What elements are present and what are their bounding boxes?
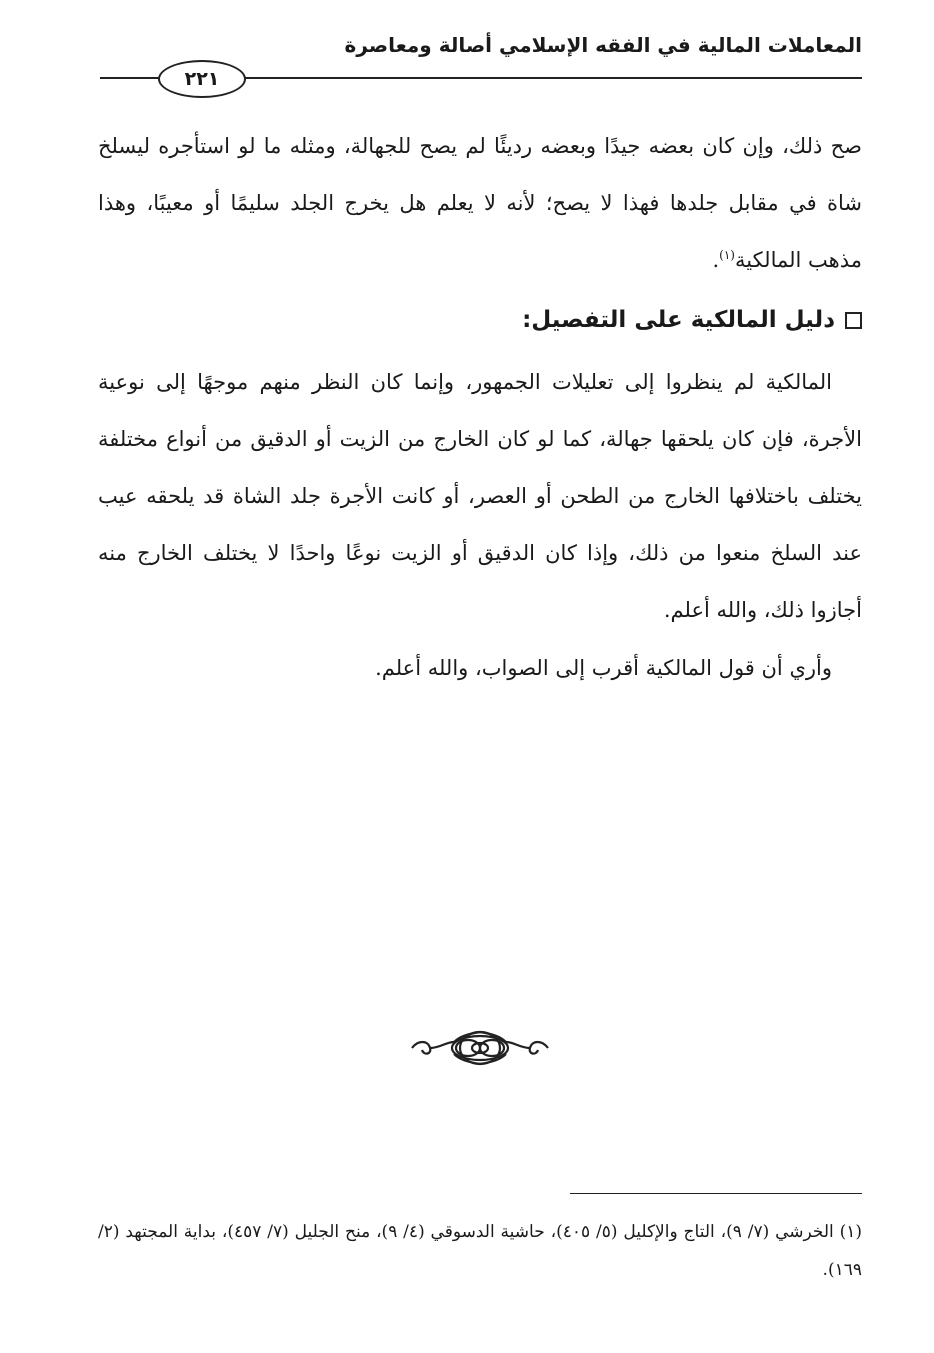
section-heading-text: دليل المالكية على التفصيل: (522, 307, 835, 333)
paragraph-1-end: . (712, 248, 720, 272)
footnote-separator (570, 1193, 862, 1194)
decorative-knot-ornament-icon (408, 1028, 552, 1068)
paragraph-3: وأري أن قول المالكية أقرب إلى الصواب، والله أعلم. (375, 656, 832, 680)
running-header-title: المعاملات المالية في الفقه الإسلامي أصالة ومعاصرة (344, 33, 862, 57)
paragraph-1-text: صح ذلك، وإن كان بعضه جيدًا وبعضه رديئًا لم يصح للجهالة، ومثله ما لو استأجره ليسلخ شاة في مقابل جلدها فهذا لا يصح؛ لأنه لا يعلم هل يخرج الجلد سليمًا أو معيبًا، وهذا مذهب المالكية (98, 134, 862, 272)
page-number-badge: ٢٢١ (158, 60, 246, 98)
paragraph-1 (98, 118, 862, 289)
paragraph-2: المالكية لم ينظروا إلى تعليلات الجمهور، وإنما كان النظر منهم موجهًا إلى نوعية الأجرة، فإن كان يلحقها جهالة، كما لو كان الخارج من الزيت أو الدقيق من أنواع مختلفة يختلف باختلافها الخارج من الطحن أو العصر، أو كانت الأجرة جلد الشاة قد يلحقه عيب عند السلخ منعوا من ذلك، وإذا كان الدقيق أو الزيت نوعًا واحدًا لا يختلف الخارج منه أجازوا ذلك، والله أعلم. (98, 370, 862, 622)
footnote-reference[interactable]: (١) (719, 248, 735, 262)
square-bullet-icon (845, 312, 862, 329)
section-heading (98, 298, 862, 342)
footnote: (١) الخرشي (٧/ ٩)، التاج والإكليل (٥/ ٤٠٥)، حاشية الدسوقي (٤/ ٩)، منح الجليل (٧/ ٤٥٧)، بداية المجتهد (٢/ ١٦٩). (98, 1222, 863, 1280)
